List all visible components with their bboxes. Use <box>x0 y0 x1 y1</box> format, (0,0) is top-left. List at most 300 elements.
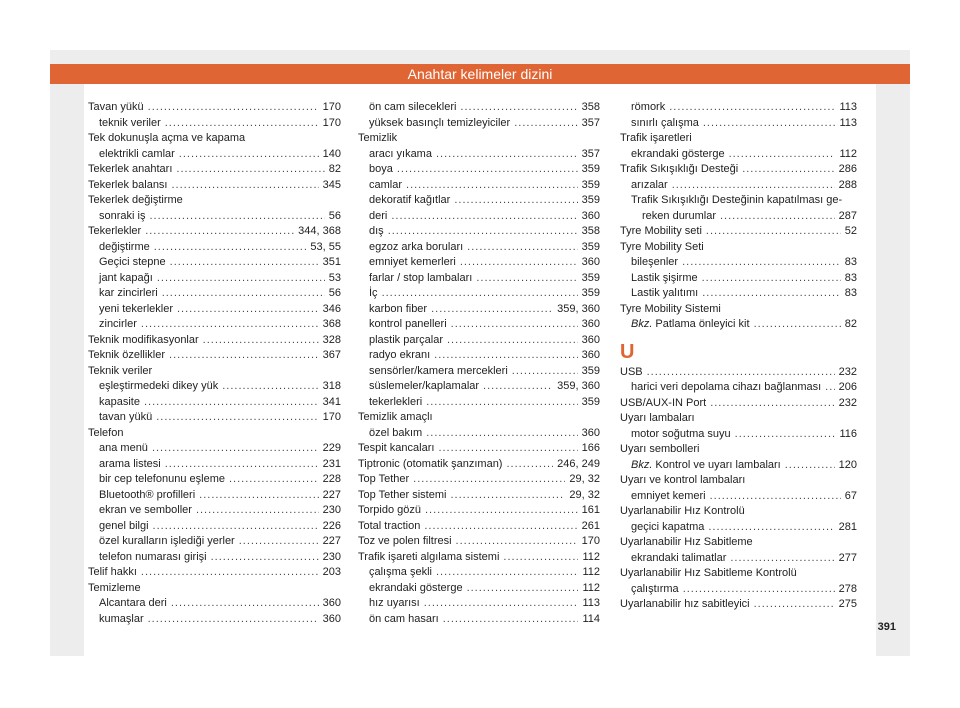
dot-leader <box>730 551 834 567</box>
entry-label: Uyarlanabilir Hız Sabitleme <box>620 536 753 548</box>
entry-page[interactable]: 232 <box>838 365 857 378</box>
entry-page[interactable]: 341 <box>322 395 341 408</box>
dot-leader <box>388 224 578 240</box>
dot-leader <box>825 380 834 396</box>
index-entry <box>620 271 857 287</box>
entry-page[interactable]: 359, 360 <box>557 302 600 315</box>
index-entry <box>620 286 857 302</box>
entry-page[interactable]: 359 <box>581 287 600 299</box>
entry-page[interactable]: 359 <box>581 364 600 377</box>
dot-leader <box>672 178 835 194</box>
entry-label: Teknik modifikasyonlar <box>88 333 199 346</box>
index-column-1 <box>88 100 341 627</box>
index-title: Anahtar kelimeler dizini <box>407 66 553 82</box>
entry-page[interactable]: 359 <box>581 271 600 284</box>
entry-page[interactable]: 360 <box>581 209 600 222</box>
entry-page[interactable]: 113 <box>839 101 857 113</box>
dot-leader <box>443 612 579 628</box>
dot-leader <box>141 317 319 333</box>
dot-leader <box>503 550 578 566</box>
dot-leader <box>391 209 577 225</box>
entry-label: Tyre Mobility Seti <box>620 240 704 253</box>
index-entry <box>88 100 341 116</box>
dot-leader <box>149 209 324 225</box>
entry-page[interactable]: 226 <box>322 519 341 532</box>
entry-label: sonraki iş <box>99 209 146 222</box>
entry-label: Temizlik <box>358 132 398 144</box>
dot-leader <box>424 519 577 535</box>
index-entry <box>88 348 341 364</box>
index-entry <box>358 612 600 628</box>
dot-leader <box>682 255 841 271</box>
entry-label: ana menü <box>99 442 148 454</box>
index-entry <box>358 162 600 178</box>
entry-page[interactable]: 358 <box>581 225 600 237</box>
entry-page[interactable]: 56 <box>328 209 341 222</box>
entry-label: Top Tether <box>358 473 410 485</box>
index-entry <box>358 333 600 349</box>
entry-page[interactable]: 166 <box>581 442 600 454</box>
index-entry <box>620 209 857 225</box>
entry-page[interactable]: 346 <box>322 302 341 315</box>
entry-page[interactable]: 52 <box>844 225 857 237</box>
entry-label: Teknik özellikler <box>88 349 166 361</box>
entry-label: teknik veriler <box>99 116 161 129</box>
entry-page[interactable]: 170 <box>322 101 341 113</box>
entry-page[interactable]: 359 <box>581 194 600 206</box>
index-entry <box>620 535 857 551</box>
dot-leader <box>720 209 835 225</box>
entry-label: deri <box>369 209 388 222</box>
entry-label: Tekerlek balansı <box>88 178 168 191</box>
entry-label: zincirler <box>99 318 137 330</box>
dot-leader <box>144 395 319 411</box>
entry-page[interactable]: 344, 368 <box>298 225 341 237</box>
index-entry <box>620 317 857 333</box>
entry-page[interactable]: 345 <box>322 178 341 191</box>
index-entry <box>358 441 600 457</box>
dot-leader <box>397 162 578 178</box>
dot-leader <box>199 488 318 504</box>
dot-leader <box>669 100 835 116</box>
dot-leader <box>426 395 577 411</box>
entry-page[interactable]: 83 <box>844 271 857 284</box>
index-entry <box>88 364 341 380</box>
entry-page[interactable]: 112 <box>582 581 600 594</box>
entry-page[interactable]: 357 <box>581 116 600 129</box>
entry-page[interactable]: 287 <box>838 209 857 222</box>
index-entry <box>88 596 341 612</box>
index-entry <box>620 551 857 567</box>
index-entry <box>358 116 600 132</box>
page-number: 391 <box>877 621 896 633</box>
entry-label: USB/AUX-IN Port <box>620 396 707 409</box>
index-entry <box>620 100 857 116</box>
index-entry <box>358 255 600 271</box>
dot-leader <box>514 116 577 132</box>
index-entry <box>358 503 600 519</box>
entry-page[interactable]: 367 <box>322 349 341 361</box>
entry-label: Tiptronic (otomatik şanzıman) <box>358 457 503 470</box>
entry-page[interactable]: 170 <box>322 411 341 423</box>
index-entry <box>358 224 600 240</box>
index-entry <box>620 255 857 271</box>
entry-page[interactable]: 114 <box>582 612 600 625</box>
dot-leader <box>735 427 836 443</box>
dot-leader <box>454 193 577 209</box>
entry-label: Uyarı sembolleri <box>620 443 700 455</box>
entry-page[interactable]: 112 <box>582 550 600 563</box>
entry-page[interactable]: 227 <box>322 488 341 501</box>
dot-leader <box>451 317 578 333</box>
entry-page[interactable]: 170 <box>581 535 600 547</box>
index-entry <box>88 286 341 302</box>
index-entry <box>88 209 341 225</box>
dot-leader <box>222 379 318 395</box>
entry-label: çalışma şekli <box>369 566 432 578</box>
entry-page[interactable]: 120 <box>838 458 857 471</box>
entry-page[interactable]: 53 <box>328 271 341 284</box>
entry-page[interactable]: 206 <box>838 381 857 393</box>
entry-label: İç <box>369 287 378 299</box>
entry-page[interactable]: 229 <box>322 442 341 454</box>
dot-leader <box>710 396 834 412</box>
index-entry <box>620 131 857 147</box>
entry-label: Bluetooth® profilleri <box>99 488 196 501</box>
index-entry <box>88 457 341 473</box>
index-column-3 <box>620 100 857 613</box>
entry-label: tavan yükü <box>99 411 153 423</box>
entry-page[interactable]: 277 <box>838 551 857 564</box>
index-header <box>50 64 910 84</box>
entry-page[interactable]: 140 <box>322 147 341 160</box>
index-entry <box>620 224 857 240</box>
entry-page[interactable]: 286 <box>838 163 857 175</box>
dot-leader <box>436 565 578 581</box>
index-entry <box>88 255 341 271</box>
dot-leader <box>424 596 579 612</box>
entry-page[interactable]: 359 <box>581 395 600 408</box>
entry-page[interactable]: 161 <box>581 504 600 516</box>
index-entry <box>358 395 600 411</box>
entry-label: ekrandaki talimatlar <box>631 551 727 564</box>
index-entry <box>358 488 600 504</box>
index-entry <box>358 286 600 302</box>
entry-label: kontrol panelleri <box>369 318 447 330</box>
entry-label: Tavan yükü <box>88 101 144 113</box>
index-entry <box>358 472 600 488</box>
index-entry <box>358 147 600 163</box>
dot-leader <box>460 100 577 116</box>
index-entry <box>88 581 341 597</box>
entry-label: arama listesi <box>99 457 161 470</box>
index-entry <box>358 178 600 194</box>
entry-label: Uyarı ve kontrol lambaları <box>620 474 746 486</box>
dot-leader <box>434 348 577 364</box>
entry-page[interactable]: 278 <box>838 582 857 595</box>
dot-leader <box>710 489 841 505</box>
entry-label: Trafik Sıkışıklığı Desteğinin kapatılması ge- <box>631 194 843 206</box>
dot-leader <box>431 302 553 318</box>
dot-leader <box>406 178 578 194</box>
dot-leader <box>382 286 578 302</box>
entry-label: Geçici stepne <box>99 256 166 268</box>
entry-page[interactable]: 357 <box>581 147 600 160</box>
dot-leader <box>169 348 319 364</box>
dot-leader <box>172 178 319 194</box>
entry-label: kumaşlar <box>99 612 144 625</box>
index-entry <box>358 317 600 333</box>
dot-leader <box>413 472 565 488</box>
entry-page[interactable]: 82 <box>844 318 857 330</box>
entry-page[interactable]: 360 <box>581 256 600 268</box>
index-entry <box>88 426 341 442</box>
entry-page[interactable]: 230 <box>322 550 341 563</box>
index-entry <box>620 302 857 318</box>
dot-leader <box>425 503 578 519</box>
entry-label: eşleştirmedeki dikey yük <box>99 380 219 392</box>
dot-leader <box>436 147 578 163</box>
entry-page[interactable]: 113 <box>582 597 600 609</box>
entry-label: Temizleme <box>88 581 141 594</box>
entry-label: değiştirme <box>99 240 150 253</box>
entry-label: sınırlı çalışma <box>631 116 699 129</box>
entry-page[interactable]: 228 <box>322 473 341 485</box>
entry-label: özel bakım <box>369 426 423 439</box>
entry-label: USB <box>620 365 643 378</box>
dot-leader <box>450 488 565 504</box>
entry-label: reken durumlar <box>642 209 716 222</box>
entry-label: Telif hakkı <box>88 566 137 578</box>
entry-page[interactable]: 360 <box>581 333 600 346</box>
index-entry <box>620 442 857 458</box>
index-entry <box>88 503 341 519</box>
entry-label: karbon fiber <box>369 302 428 315</box>
index-entry <box>358 364 600 380</box>
index-entry <box>358 209 600 225</box>
entry-label: jant kapağı <box>99 271 153 284</box>
entry-label: emniyet kemeri <box>631 489 706 502</box>
dot-leader <box>171 596 319 612</box>
entry-label: Temizlik amaçlı <box>358 411 433 423</box>
dot-leader <box>156 410 318 426</box>
index-entry <box>88 472 341 488</box>
index-entry <box>88 379 341 395</box>
entry-page[interactable]: 351 <box>322 256 341 268</box>
entry-page[interactable]: 82 <box>328 163 341 175</box>
dot-leader <box>145 224 294 240</box>
dot-leader <box>153 519 319 535</box>
dot-leader <box>154 240 307 256</box>
entry-page[interactable]: 29, 32 <box>569 488 600 501</box>
index-entry <box>358 379 600 395</box>
index-entry <box>88 271 341 287</box>
dot-leader <box>148 100 319 116</box>
entry-page[interactable]: 112 <box>582 566 600 578</box>
entry-label: egzoz arka boruları <box>369 240 464 253</box>
entry-page[interactable]: 368 <box>322 318 341 330</box>
entry-page[interactable]: 29, 32 <box>569 473 600 485</box>
index-entry <box>620 566 857 582</box>
entry-label: elektrikli camlar <box>99 147 175 160</box>
entry-page[interactable]: 360 <box>581 318 600 330</box>
dot-leader <box>203 333 319 349</box>
entry-label: sensörler/kamera mercekleri <box>369 364 508 377</box>
entry-label: arızalar <box>631 178 668 191</box>
entry-page[interactable]: 360 <box>581 426 600 439</box>
dot-leader <box>152 441 319 457</box>
entry-page[interactable]: 230 <box>322 504 341 516</box>
index-entry <box>620 396 857 412</box>
entry-page[interactable]: 53, 55 <box>310 240 341 253</box>
entry-label: Uyarlanabilir Hız Sabitleme Kontrolü <box>620 567 797 579</box>
index-entry <box>620 240 857 256</box>
entry-label: hız uyarısı <box>369 597 420 609</box>
entry-label: ekrandaki gösterge <box>369 581 463 594</box>
index-entry <box>88 565 341 581</box>
index-entry <box>88 178 341 194</box>
dot-leader <box>467 240 577 256</box>
index-entry <box>88 441 341 457</box>
index-entry <box>88 410 341 426</box>
entry-label: geçici kapatma <box>631 520 705 533</box>
dot-leader <box>708 520 834 536</box>
entry-page[interactable]: 275 <box>838 598 857 610</box>
dot-leader <box>506 457 553 473</box>
entry-page[interactable]: 360 <box>581 349 600 361</box>
index-entry <box>620 365 857 381</box>
index-entry <box>88 116 341 132</box>
entry-page[interactable]: 246, 249 <box>557 457 600 470</box>
entry-label: yeni tekerlekler <box>99 302 173 315</box>
dot-leader <box>165 116 319 132</box>
entry-page[interactable]: 113 <box>839 116 857 129</box>
index-entry <box>88 612 341 628</box>
dot-leader <box>176 162 324 178</box>
dot-leader <box>512 364 578 380</box>
entry-page[interactable]: 227 <box>322 535 341 547</box>
entry-page[interactable]: 56 <box>328 287 341 299</box>
index-entry <box>620 597 857 613</box>
entry-page[interactable]: 288 <box>838 178 857 191</box>
entry-label: Tekerlek anahtarı <box>88 163 173 175</box>
entry-reference: Patlama önleyici kit <box>655 318 750 330</box>
entry-page[interactable]: 232 <box>838 396 857 409</box>
entry-label: Trafik Sıkışıklığı Desteği <box>620 163 739 175</box>
entry-page[interactable]: 360 <box>322 597 341 609</box>
index-entry <box>88 333 341 349</box>
index-entry <box>620 178 857 194</box>
entry-page[interactable]: 112 <box>839 147 857 160</box>
index-entry <box>88 395 341 411</box>
entry-label: Alcantara deri <box>99 597 167 609</box>
entry-label: kar zincirleri <box>99 287 158 299</box>
entry-label: ekran ve semboller <box>99 504 192 516</box>
index-entry <box>620 489 857 505</box>
dot-leader <box>239 534 319 550</box>
index-entry <box>358 581 600 597</box>
index-entry <box>358 426 600 442</box>
index-entry <box>358 596 600 612</box>
index-entry <box>620 458 857 474</box>
entry-label: römork <box>631 101 666 113</box>
entry-page[interactable]: 360 <box>322 612 341 625</box>
entry-page[interactable]: 359 <box>581 163 600 175</box>
dot-leader <box>170 255 319 271</box>
entry-label: boya <box>369 163 393 175</box>
dot-leader <box>467 581 579 597</box>
dot-leader <box>702 286 841 302</box>
entry-page[interactable]: 231 <box>322 457 341 470</box>
dot-leader <box>742 162 834 178</box>
dot-leader <box>785 458 835 474</box>
entry-label: ekrandaki gösterge <box>631 147 725 160</box>
entry-page[interactable]: 358 <box>581 101 600 113</box>
entry-reference: Kontrol ve uyarı lambaları <box>655 458 781 471</box>
index-entry <box>358 302 600 318</box>
entry-label: bileşenler <box>631 256 679 268</box>
entry-label: Toz ve polen filtresi <box>358 535 452 547</box>
entry-page[interactable]: 359 <box>581 240 600 253</box>
index-entry <box>620 162 857 178</box>
entry-page[interactable]: 281 <box>838 520 857 533</box>
entry-page[interactable]: 261 <box>581 519 600 532</box>
entry-page[interactable]: 359, 360 <box>557 380 600 392</box>
entry-page[interactable]: 83 <box>844 256 857 268</box>
index-entry <box>620 582 857 598</box>
index-entry <box>358 550 600 566</box>
entry-label: Tekerlek değiştirme <box>88 194 183 206</box>
index-entry <box>88 302 341 318</box>
entry-label: Lastik şişirme <box>631 271 698 284</box>
dot-leader <box>729 147 836 163</box>
index-entry <box>620 427 857 443</box>
section-letter: U <box>620 340 635 363</box>
dot-leader <box>211 550 319 566</box>
entry-label: genel bilgi <box>99 519 149 532</box>
entry-page[interactable]: 328 <box>322 333 341 346</box>
entry-label: bir cep telefonunu eşleme <box>99 473 225 485</box>
entry-label: camlar <box>369 178 403 191</box>
index-entry <box>88 131 341 147</box>
entry-label: süslemeler/kaplamalar <box>369 380 480 392</box>
entry-label: farlar / stop lambaları <box>369 271 473 284</box>
entry-page[interactable]: 116 <box>839 427 857 440</box>
dot-leader <box>148 612 319 628</box>
entry-page[interactable]: 359 <box>581 178 600 191</box>
index-entry <box>620 380 857 396</box>
index-entry <box>88 224 341 240</box>
entry-label: motor soğutma suyu <box>631 427 731 440</box>
entry-label: dekoratif kağıtlar <box>369 194 451 206</box>
entry-page[interactable]: 67 <box>844 489 857 502</box>
entry-page[interactable]: 83 <box>844 287 857 299</box>
dot-leader <box>754 317 841 333</box>
index-entry <box>88 240 341 256</box>
index-entry <box>358 457 600 473</box>
index-entry <box>88 193 341 209</box>
entry-label: kapasite <box>99 395 140 408</box>
entry-label: Torpido gözü <box>358 504 421 516</box>
index-entry <box>620 193 857 209</box>
entry-label: emniyet kemerleri <box>369 256 456 268</box>
entry-page[interactable]: 170 <box>322 116 341 129</box>
index-entry <box>358 193 600 209</box>
entry-page[interactable]: 318 <box>322 380 341 392</box>
index-entry <box>620 504 857 520</box>
entry-label: radyo ekranı <box>369 349 431 361</box>
entry-page[interactable]: 203 <box>322 566 341 578</box>
